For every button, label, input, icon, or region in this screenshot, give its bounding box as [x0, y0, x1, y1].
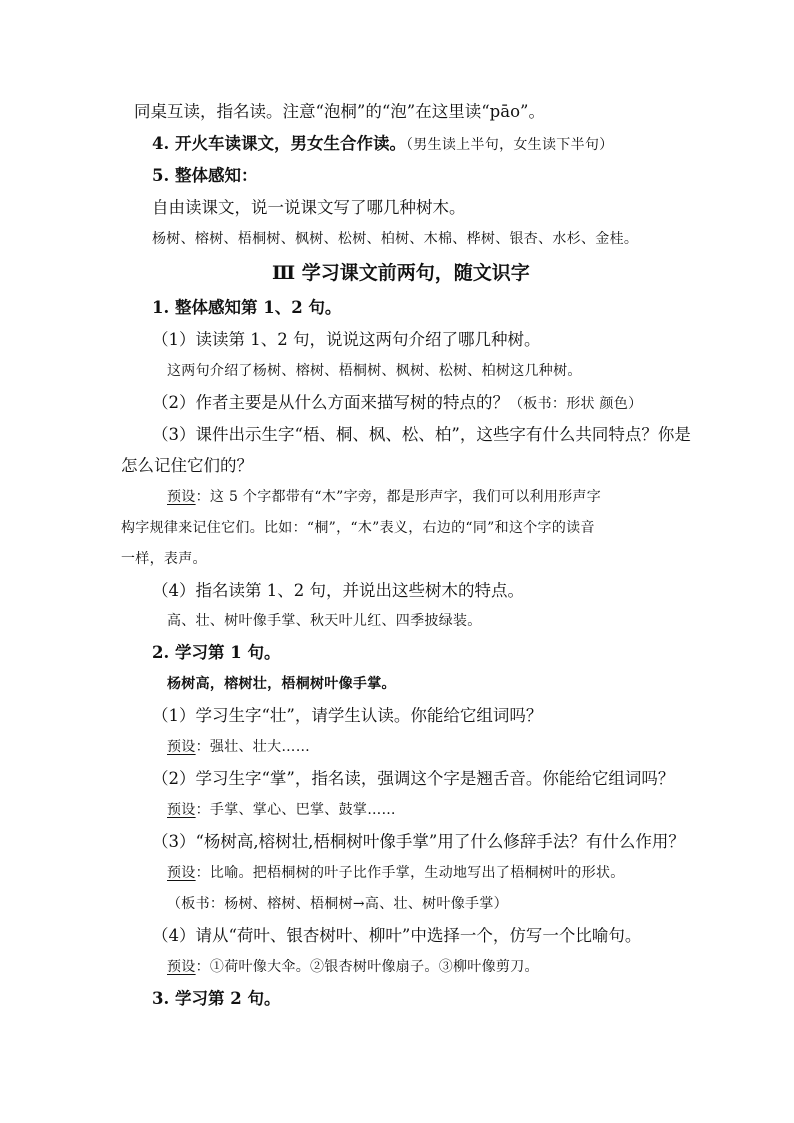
section-heading: Ⅲ 学习课文前两句，随文识字	[272, 262, 530, 284]
preset-label: 预设	[167, 802, 196, 818]
preset-text: ：强壮、壮大……	[195, 739, 311, 755]
text-line: （3）课件出示生字“梧、桐、枫、松、柏”，这些字有什么共同特点？你是	[152, 425, 691, 444]
preset-label: 预设	[167, 959, 196, 975]
text-line: （1）学习生字“壮”，请学生认读。你能给它组词吗？	[152, 706, 543, 725]
preset-line	[167, 740, 310, 754]
text-line: 怎么记住它们的？	[121, 456, 253, 475]
text-line: （1）读读第 1、2 句，说说这两句介绍了哪几种树。	[152, 330, 541, 349]
preset-text: ：这 5 个字都带有“木”字旁，都是形声字，我们可以利用形声字	[195, 489, 602, 505]
preset-line	[167, 866, 625, 880]
text-line	[152, 395, 642, 412]
preset-line	[167, 490, 601, 504]
text-line: 同桌互读，指名读。注意“泡桐”的“泡”在这里读“pāo”。	[134, 102, 545, 121]
step-heading: 1. 整体感知第 1、2 句。	[152, 298, 342, 317]
preset-line	[167, 803, 396, 817]
preset-text: ：手掌、掌心、巴掌、鼓掌……	[195, 802, 396, 818]
answer-line: 一样，表声。	[121, 551, 207, 567]
text-line: （2）学习生字“掌”，指名读，强调这个字是翘舌音。你能给它组词吗？	[152, 769, 675, 788]
preset-line	[167, 960, 539, 974]
note-text: （男生读上半句，女生读下半句）	[405, 137, 614, 153]
step-heading: 3. 学习第 2 句。	[152, 989, 281, 1008]
answer-line: 构字规律来记住它们。比如：“桐”，“木”表义，右边的“同”和这个字的读音	[121, 520, 595, 536]
board-note: （板书：杨树、榕树、梧桐树→高、壮、树叶像手掌）	[167, 896, 508, 912]
answer-line: 这两句介绍了杨树、榕树、梧桐树、枫树、松树、柏树这几种树。	[167, 363, 582, 379]
note-text: （板书：形状 颜色）	[509, 396, 643, 412]
step-heading: 4. 开火车读课文，男女生合作读。	[152, 134, 406, 153]
answer-line: 杨树、榕树、梧桐树、枫树、松树、柏树、木棉、桦树、银杏、水杉、金桂。	[152, 231, 639, 247]
preset-label: 预设	[167, 865, 196, 881]
key-sentence: 杨树高，榕树壮，梧桐树叶像手掌。	[167, 676, 396, 692]
text-line: （4）指名读第 1、2 句，并说出这些树木的特点。	[152, 581, 524, 600]
answer-line: 高、壮、树叶像手掌、秋天叶儿红、四季披绿装。	[167, 613, 482, 629]
preset-label: 预设	[167, 739, 196, 755]
text-line	[152, 136, 613, 153]
text-line: （4）请从“荷叶、银杏树叶、柳叶”中选择一个，仿写一个比喻句。	[152, 926, 642, 945]
text-line: （3）“杨树高,榕树壮,梧桐树叶像手掌”用了什么修辞手法？有什么作用？	[152, 832, 685, 851]
step-heading: 5. 整体感知：	[152, 166, 258, 185]
question-text: （2）作者主要是从什么方面来描写树的特点的？	[152, 393, 509, 412]
preset-text: ：比喻。把梧桐树的叶子比作手掌，生动地写出了梧桐树叶的形状。	[195, 865, 625, 881]
text-line: 自由读课文，说一说课文写了哪几种树木。	[152, 198, 466, 217]
step-heading: 2. 学习第 1 句。	[152, 643, 281, 662]
preset-label: 预设	[167, 489, 196, 505]
preset-text: ：①荷叶像大伞。②银杏树叶像扇子。③柳叶像剪刀。	[195, 959, 539, 975]
